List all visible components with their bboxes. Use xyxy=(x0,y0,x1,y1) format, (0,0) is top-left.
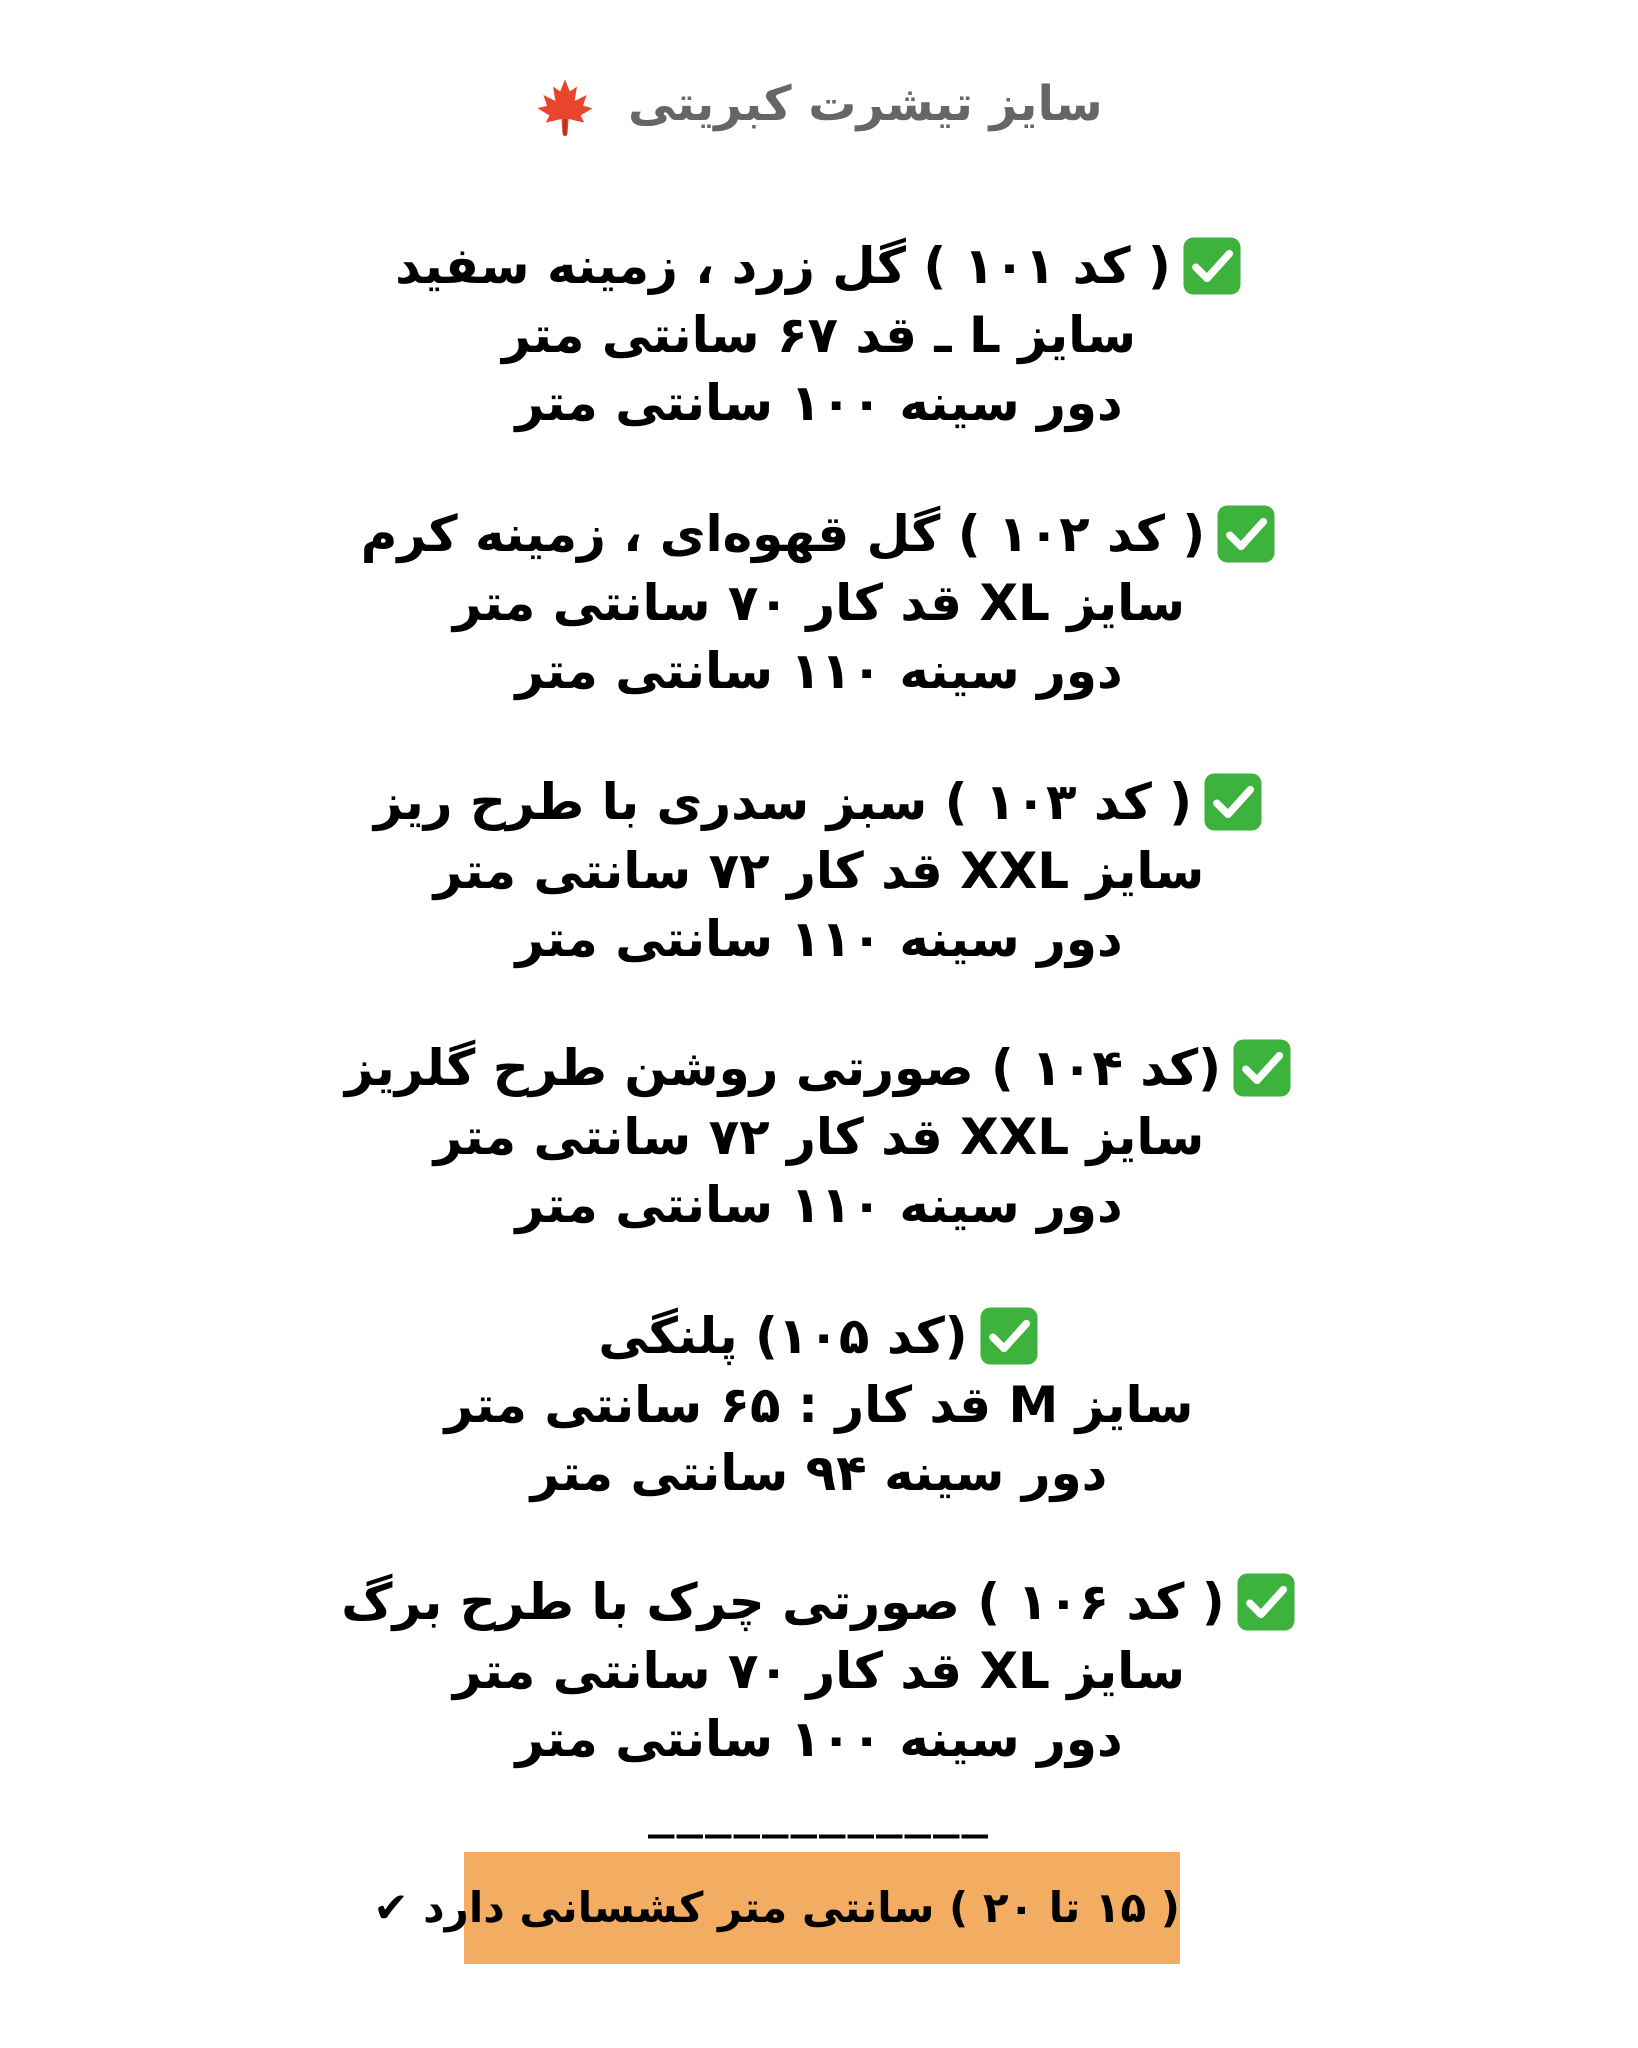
item-size-line: سایز XXL قد کار ۷۲ سانتی متر xyxy=(433,1107,1205,1166)
item-code-line xyxy=(0,1302,1638,1371)
product-item xyxy=(0,500,1638,705)
product-item xyxy=(0,1568,1638,1773)
item-title: (کد ۱۰۵) پلنگی xyxy=(598,1307,968,1365)
item-size-line: سایز L ـ قد ۶۷ سانتی متر xyxy=(501,305,1137,364)
check-box-icon xyxy=(1235,1571,1297,1633)
item-code-line xyxy=(0,768,1638,837)
product-item xyxy=(0,232,1638,437)
item-code-line xyxy=(0,232,1638,301)
check-box-icon xyxy=(1231,1037,1293,1099)
divider-line: ____________ xyxy=(648,1788,990,1839)
maple-leaf-icon xyxy=(535,77,595,137)
item-chest-line: دور سینه ۱۱۰ سانتی متر xyxy=(515,641,1123,700)
check-box-icon xyxy=(1215,503,1277,565)
check-box-icon xyxy=(1181,235,1243,297)
item-title: ( کد ۱۰۶ ) صورتی چرک با طرح برگ xyxy=(341,1573,1225,1631)
item-chest-line: دور سینه ۱۰۰ سانتی متر xyxy=(515,373,1123,432)
item-size-line: سایز XL قد کار ۷۰ سانتی متر xyxy=(452,573,1186,632)
item-size-line: سایز M قد کار : ۶۵ سانتی متر xyxy=(444,1375,1194,1434)
item-chest-line: دور سینه ۱۱۰ سانتی متر xyxy=(515,909,1123,968)
item-size-line: سایز XXL قد کار ۷۲ سانتی متر xyxy=(433,841,1205,900)
page-title xyxy=(0,70,1638,138)
product-item xyxy=(0,768,1638,973)
item-title: (کد ۱۰۴ ) صورتی روشن طرح گلریز xyxy=(344,1039,1222,1097)
item-code-line xyxy=(0,1568,1638,1637)
item-code-line xyxy=(0,1034,1638,1103)
item-chest-line: دور سینه ۱۱۰ سانتی متر xyxy=(515,1175,1123,1234)
stretch-note-banner xyxy=(373,1852,1180,1964)
item-chest-line: دور سینه ۱۰۰ سانتی متر xyxy=(515,1709,1123,1768)
check-box-icon xyxy=(978,1305,1040,1367)
title-text: سایز تیشرت کبریتی xyxy=(628,76,1103,132)
stretch-note-text: ( ۱۵ تا ۲۰ ) سانتی متر کشسانی دارد ✔ xyxy=(373,1883,1180,1932)
item-title: ( کد ۱۰۲ ) گل قهوه‌ای ، زمینه کرم xyxy=(360,505,1206,563)
item-title: ( کد ۱۰۱ ) گل زرد ، زمینه سفید xyxy=(395,237,1171,295)
item-title: ( کد ۱۰۳ ) سبز سدری با طرح ریز xyxy=(373,773,1193,831)
item-chest-line: دور سینه ۹۴ سانتی متر xyxy=(530,1443,1108,1502)
check-box-icon xyxy=(1202,771,1264,833)
product-item xyxy=(0,1034,1638,1239)
item-size-line: سایز XL قد کار ۷۰ سانتی متر xyxy=(452,1641,1186,1700)
product-item xyxy=(0,1302,1638,1507)
item-code-line xyxy=(0,500,1638,569)
